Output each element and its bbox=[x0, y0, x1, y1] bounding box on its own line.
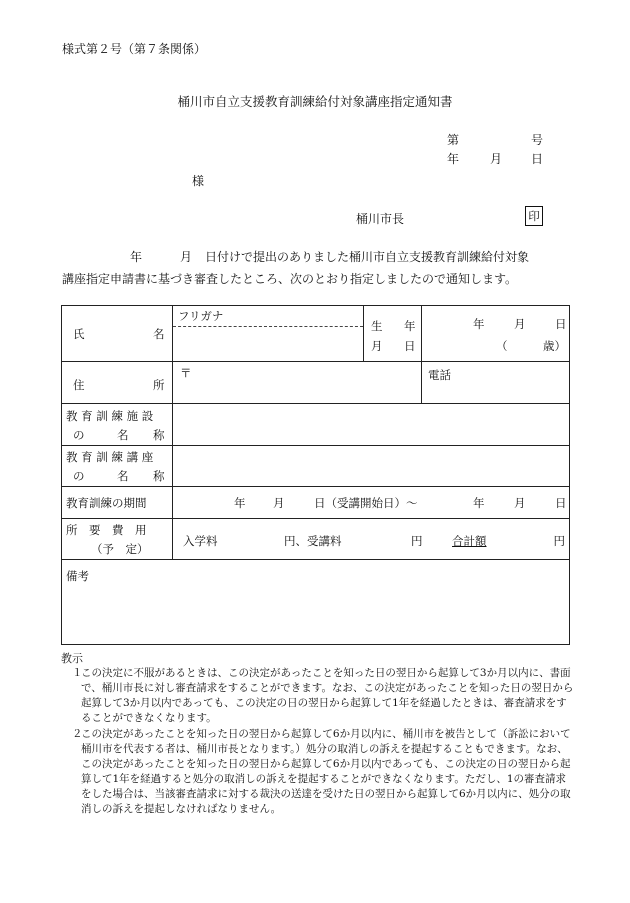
admission-yen-label: 円、受講料 bbox=[284, 534, 342, 548]
name-label-1: 氏 bbox=[73, 327, 85, 341]
birth-column-divider bbox=[363, 306, 364, 361]
age-label: 歳） bbox=[543, 339, 566, 353]
date-day: 日 bbox=[531, 152, 544, 166]
cost-label-1: 所 要 費 用 bbox=[66, 523, 147, 537]
course-label-na: 名 bbox=[117, 469, 129, 483]
birth-day: 日 bbox=[555, 317, 567, 331]
notice-heading: 教示 bbox=[61, 652, 83, 665]
furigana-divider bbox=[173, 326, 363, 327]
birth-year: 年 bbox=[473, 317, 485, 331]
form-table bbox=[61, 305, 570, 645]
furigana-label: フリガナ bbox=[178, 309, 224, 323]
intro-month: 月 bbox=[180, 250, 193, 264]
facility-label-sho: 称 bbox=[153, 428, 165, 442]
cost-label-2: （予 定） bbox=[91, 542, 149, 556]
period-start-year: 年 bbox=[234, 496, 246, 510]
row-divider bbox=[62, 361, 569, 362]
notice-item-1 bbox=[62, 666, 574, 726]
birth-label-4: 日 bbox=[404, 339, 416, 353]
facility-label-1: 教 育 訓 練 施 設 bbox=[66, 409, 154, 423]
name-label-2: 名 bbox=[153, 327, 165, 341]
period-end-month: 月 bbox=[514, 496, 526, 510]
addressee-honorific: 様 bbox=[192, 174, 205, 188]
total-label bbox=[452, 533, 565, 549]
admission-label: 入学料 bbox=[183, 534, 218, 548]
number-prefix: 第 bbox=[447, 133, 460, 147]
period-start-month: 月 bbox=[273, 496, 285, 510]
birth-month: 月 bbox=[514, 317, 526, 331]
notice-item-number: １ bbox=[72, 667, 83, 679]
row-divider bbox=[62, 486, 569, 487]
address-label-1: 住 bbox=[73, 378, 85, 392]
period-end-year: 年 bbox=[473, 496, 485, 510]
birth-label-3: 月 bbox=[371, 339, 383, 353]
birth-label-2: 年 bbox=[404, 319, 416, 333]
row-divider bbox=[62, 518, 569, 519]
course-label-1: 教 育 訓 練 講 座 bbox=[66, 450, 154, 464]
number-suffix: 号 bbox=[531, 133, 544, 147]
total-text: 合計額 bbox=[452, 534, 487, 548]
remarks-label: 備考 bbox=[66, 569, 89, 583]
phone-label: 電話 bbox=[428, 368, 451, 382]
date-month: 月 bbox=[490, 152, 503, 166]
row-divider bbox=[62, 559, 569, 560]
postal-mark: 〒 bbox=[180, 366, 192, 380]
course-label-sho: 称 bbox=[153, 469, 165, 483]
birth-label-1: 生 bbox=[371, 319, 383, 333]
seal-mark: 印 bbox=[525, 206, 543, 226]
tuition-yen-label: 円 bbox=[411, 534, 423, 548]
total-yen: 円 bbox=[553, 534, 565, 548]
course-label-of: の bbox=[73, 469, 85, 483]
notice-item-text: この決定に不服があるときは、この決定があったことを知った日の翌日から起算して3か月以内に、書面で、桶川市長に対し審査請求をすることができます。なお、この決定があったことを知った日の翌日から起算して3か月以内であっても、この決定の日の翌日から起算して1年を経過したときは、審査請求をすることができなくなります。 bbox=[81, 667, 574, 724]
notice-item-2 bbox=[62, 727, 574, 817]
date-year: 年 bbox=[447, 152, 460, 166]
intro-text-1: 日付けで提出のありました桶川市自立支援教育訓練給付対象 bbox=[205, 250, 530, 264]
facility-label-of: の bbox=[73, 428, 85, 442]
intro-year: 年 bbox=[130, 250, 143, 264]
notice-item-text: この決定があったことを知った日の翌日から起算して6か月以内に、桶川市を被告として（訴訟において桶川市を代表する者は、桶川市長となります。）処分の取消しの訴えを提起することもできます。なお、この決定があったことを知った日の翌日から起算して6か月以内であっても、この決定の日の翌日から起算して1年を経過すると処分の取消しの訴えを提起することができなくなります。ただし、1の審査請求をした場合は、当該審査請求に対する裁決の送達を受けた日の翌日から起算して6か月以内に、処分の取消しの訴えを提起しなければなりません。 bbox=[81, 728, 571, 815]
row-divider bbox=[62, 403, 569, 404]
address-label-2: 所 bbox=[153, 378, 165, 392]
facility-label-na: 名 bbox=[117, 428, 129, 442]
value-column-divider bbox=[421, 306, 422, 403]
age-open-paren: （ bbox=[496, 339, 508, 353]
form-id: 様式第２号（第７条関係） bbox=[62, 42, 207, 56]
issuer: 桶川市長 bbox=[356, 212, 405, 226]
row-divider bbox=[62, 445, 569, 446]
document-title: 桶川市自立支援教育訓練給付対象講座指定通知書 bbox=[177, 94, 453, 109]
label-column-divider bbox=[172, 306, 173, 559]
notice-item-number: ２ bbox=[72, 728, 83, 740]
period-label: 教育訓練の期間 bbox=[66, 496, 147, 510]
period-end-day: 日 bbox=[555, 496, 567, 510]
intro-line-2: 講座指定申請書に基づき審査したところ、次のとおり指定しましたので通知します。 bbox=[62, 272, 518, 286]
period-start-day: 日（受講開始日）～ bbox=[314, 496, 418, 510]
